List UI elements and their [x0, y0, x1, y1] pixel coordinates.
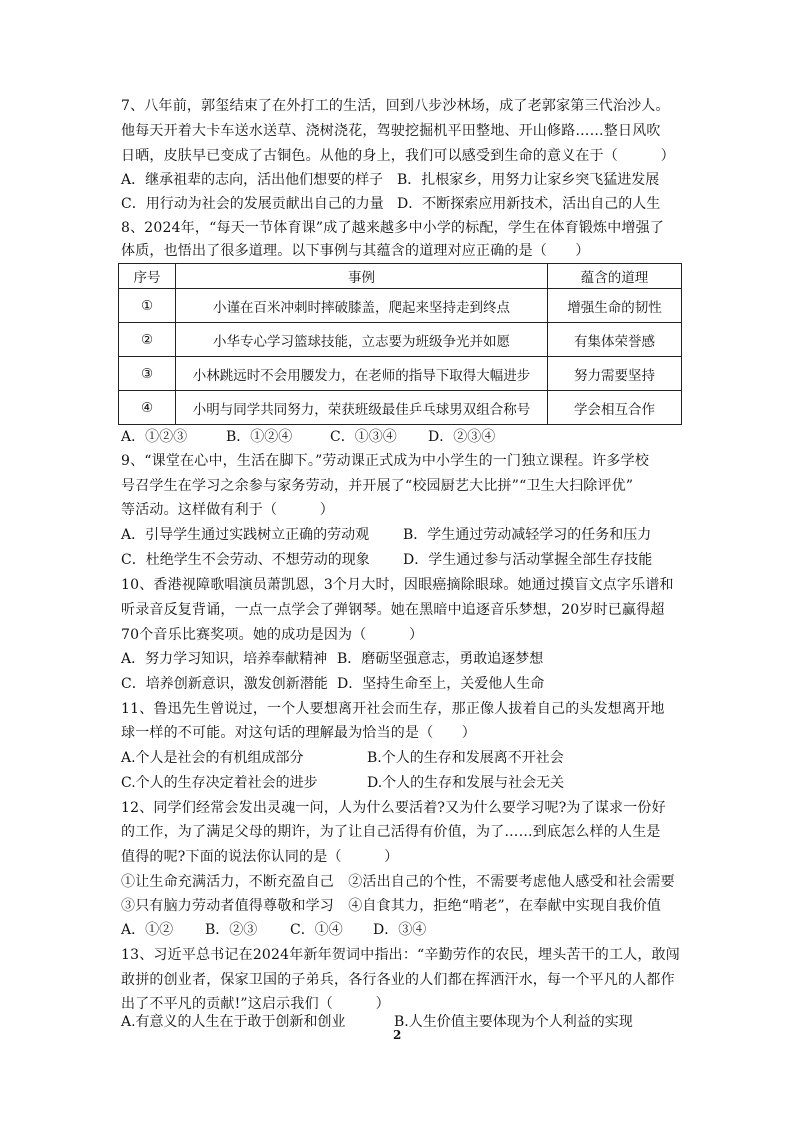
q13-option-b: B.人生价值主要体现为个人利益的实现: [394, 1014, 633, 1030]
q12-statements-2: ③只有脑力劳动者值得尊敬和学习 ④自食其力，拒绝“啃老”，在奉献中实现自我价值: [121, 898, 662, 914]
q10-option-d: D．坚持生命至上，关爱他人生命: [337, 676, 545, 692]
q10-line-2: 听录音反复背诵，一点一点学会了弹钢琴。她在黑暗中追逐音乐梦想，20岁时已赢得超: [121, 602, 665, 618]
q10-option-a: A．努力学习知识，培养奉献精神: [121, 651, 328, 667]
q10-line-1: 10、香港视障歌唱演员萧凯恩，3个月大时，因眼癌摘除眼球。她通过摸盲文点字乐谱和: [121, 577, 674, 593]
row-example: 小明与同学共同努力，荣获班级最佳乒乓球男双组合称号: [176, 391, 548, 425]
q11-option-c: C.个人的生存决定着社会的进步: [121, 775, 318, 791]
table-row: [119, 323, 682, 357]
q11-option-d: D.个人的生存和发展与社会无关: [367, 775, 565, 791]
q9-option-b: B．学生通过劳动减轻学习的任务和压力: [403, 527, 652, 543]
q9-line-2: 号召学生在学习之余参与家务劳动，并开展了“校园厨艺大比拼”“卫生大扫除评优”: [121, 478, 634, 494]
q11-option-b: B.个人的生存和发展离不开社会: [367, 750, 564, 766]
q10-option-c: C．培养创新意识，激发创新潜能: [121, 676, 328, 692]
q12-option-b: B．②③: [205, 922, 258, 938]
row-number: ④: [119, 391, 176, 425]
q12-line-1: 12、同学们经常会发出灵魂一问，人为什么要活着?又为什么要学习呢?为了谋求一份好: [121, 800, 666, 816]
table-row: [119, 357, 682, 391]
q12-option-c: C．①④: [290, 922, 343, 938]
row-principle: 努力需要坚持: [548, 357, 682, 391]
row-example: 小谨在百米冲刺时摔破膝盖，爬起来坚持走到终点: [176, 289, 548, 323]
row-principle: 有集体荣誉感: [548, 323, 682, 357]
q7-line-2: 他每天开着大卡车送水送草、浇树浇花，驾驶挖掘机平田整地、开山修路……整日风吹: [121, 123, 661, 139]
q13-line-3: 出了不平凡的贡献!”这启示我们（ ）: [121, 996, 390, 1012]
q7-line-1: 7、八年前，郭玺结束了在外打工的生活，回到八步沙林场，成了老郭家第三代治沙人。: [121, 98, 670, 114]
row-principle: 学会相互合作: [548, 391, 682, 425]
q7-line-3: 日晒，皮肤早已变成了古铜色。从他的身上，我们可以感受到生命的意义在于（ ）: [121, 148, 675, 164]
table-header-row: [119, 264, 682, 289]
q8-option-b: B．①②④: [226, 429, 293, 445]
row-number: ①: [119, 289, 176, 323]
header-number: 序号: [119, 264, 176, 289]
q9-option-c: C．杜绝学生不会劳动、不想劳动的现象: [121, 552, 370, 568]
q10-line-3: 70个音乐比赛奖项。她的成功是因为（ ）: [121, 627, 424, 643]
row-number: ②: [119, 323, 176, 357]
q12-option-a: A．①②: [121, 922, 174, 938]
q12-statements-1: ①让生命充满活力，不断充盈自己 ②活出自己的个性，不需要考虑他人感受和社会需要: [121, 874, 675, 890]
q8-table: [118, 263, 682, 425]
row-principle: 增强生命的韧性: [548, 289, 682, 323]
q9-line-3: 等活动。这样做有利于（ ）: [121, 502, 334, 518]
q8-line-2: 体质，也悟出了很多道理。以下事例与其蕴含的道理对应正确的是（ ）: [121, 243, 590, 259]
q7-option-a: A．继承祖辈的志向，活出他们想要的样子: [121, 172, 384, 188]
q10-option-b: B．磨砺坚强意志，勇敢追逐梦想: [337, 651, 544, 667]
row-number: ③: [119, 357, 176, 391]
header-principle: 蕴含的道理: [548, 264, 682, 289]
q12-line-3: 值得的呢?下面的说法你认同的是（ ）: [121, 849, 399, 865]
q11-line-1: 11、鲁迅先生曾说过，一个人要想离开社会而生存，那正像人拔着自己的头发想离开地: [121, 701, 665, 717]
q7-option-d: D．不断探索应用新技术，活出自己的人生: [397, 196, 661, 212]
q13-line-2: 敢拼的创业者，保家卫国的子弟兵，各行各业的人们都在挥洒汗水，每一个平凡的人都作: [121, 972, 675, 988]
q9-option-d: D．学生通过参与活动掌握全部生存技能: [403, 552, 653, 568]
table-row: [119, 289, 682, 323]
q11-line-2: 球一样的不可能。对这句话的理解最为恰当的是（ ）: [121, 725, 476, 741]
q9-option-a: A．引导学生通过实践树立正确的劳动观: [121, 527, 370, 543]
q8-option-d: D．②③④: [428, 429, 496, 445]
q13-option-a: A.有意义的人生在于敢于创新和创业: [121, 1014, 346, 1030]
table-row: [119, 391, 682, 425]
row-example: 小林跳远时不会用腰发力，在老师的指导下取得大幅进步: [176, 357, 548, 391]
q11-option-a: A.个人是社会的有机组成部分: [121, 750, 304, 766]
q8-option-c: C．①③④: [330, 429, 397, 445]
q12-option-d: D．③④: [373, 922, 427, 938]
q9-line-1: 9、“课堂在心中，生活在脚下。”劳动课正式成为中小学生的一门独立课程。许多学校: [121, 453, 650, 469]
q7-option-c: C．用行动为社会的发展贡献出自己的力量: [121, 196, 384, 212]
header-example: 事例: [176, 264, 548, 289]
q13-line-1: 13、习近平总书记在2024年新年贺词中指出：“辛勤劳作的农民，埋头苦干的工人，敢闯: [121, 947, 680, 963]
row-example: 小华专心学习篮球技能，立志要为班级争光并如愿: [176, 323, 548, 357]
q8-line-1: 8、2024年，“每天一节体育课”成了越来越多中小学的标配，学生在体育锻炼中增强了: [121, 220, 665, 236]
q7-option-b: B．扎根家乡，用努力让家乡突飞猛进发展: [397, 172, 660, 188]
page-number: 2: [393, 1028, 402, 1042]
q8-option-a: A．①②③: [121, 429, 188, 445]
q12-line-2: 的工作，为了满足父母的期许，为了让自己活得有价值，为了……到底怎么样的人生是: [121, 824, 661, 840]
